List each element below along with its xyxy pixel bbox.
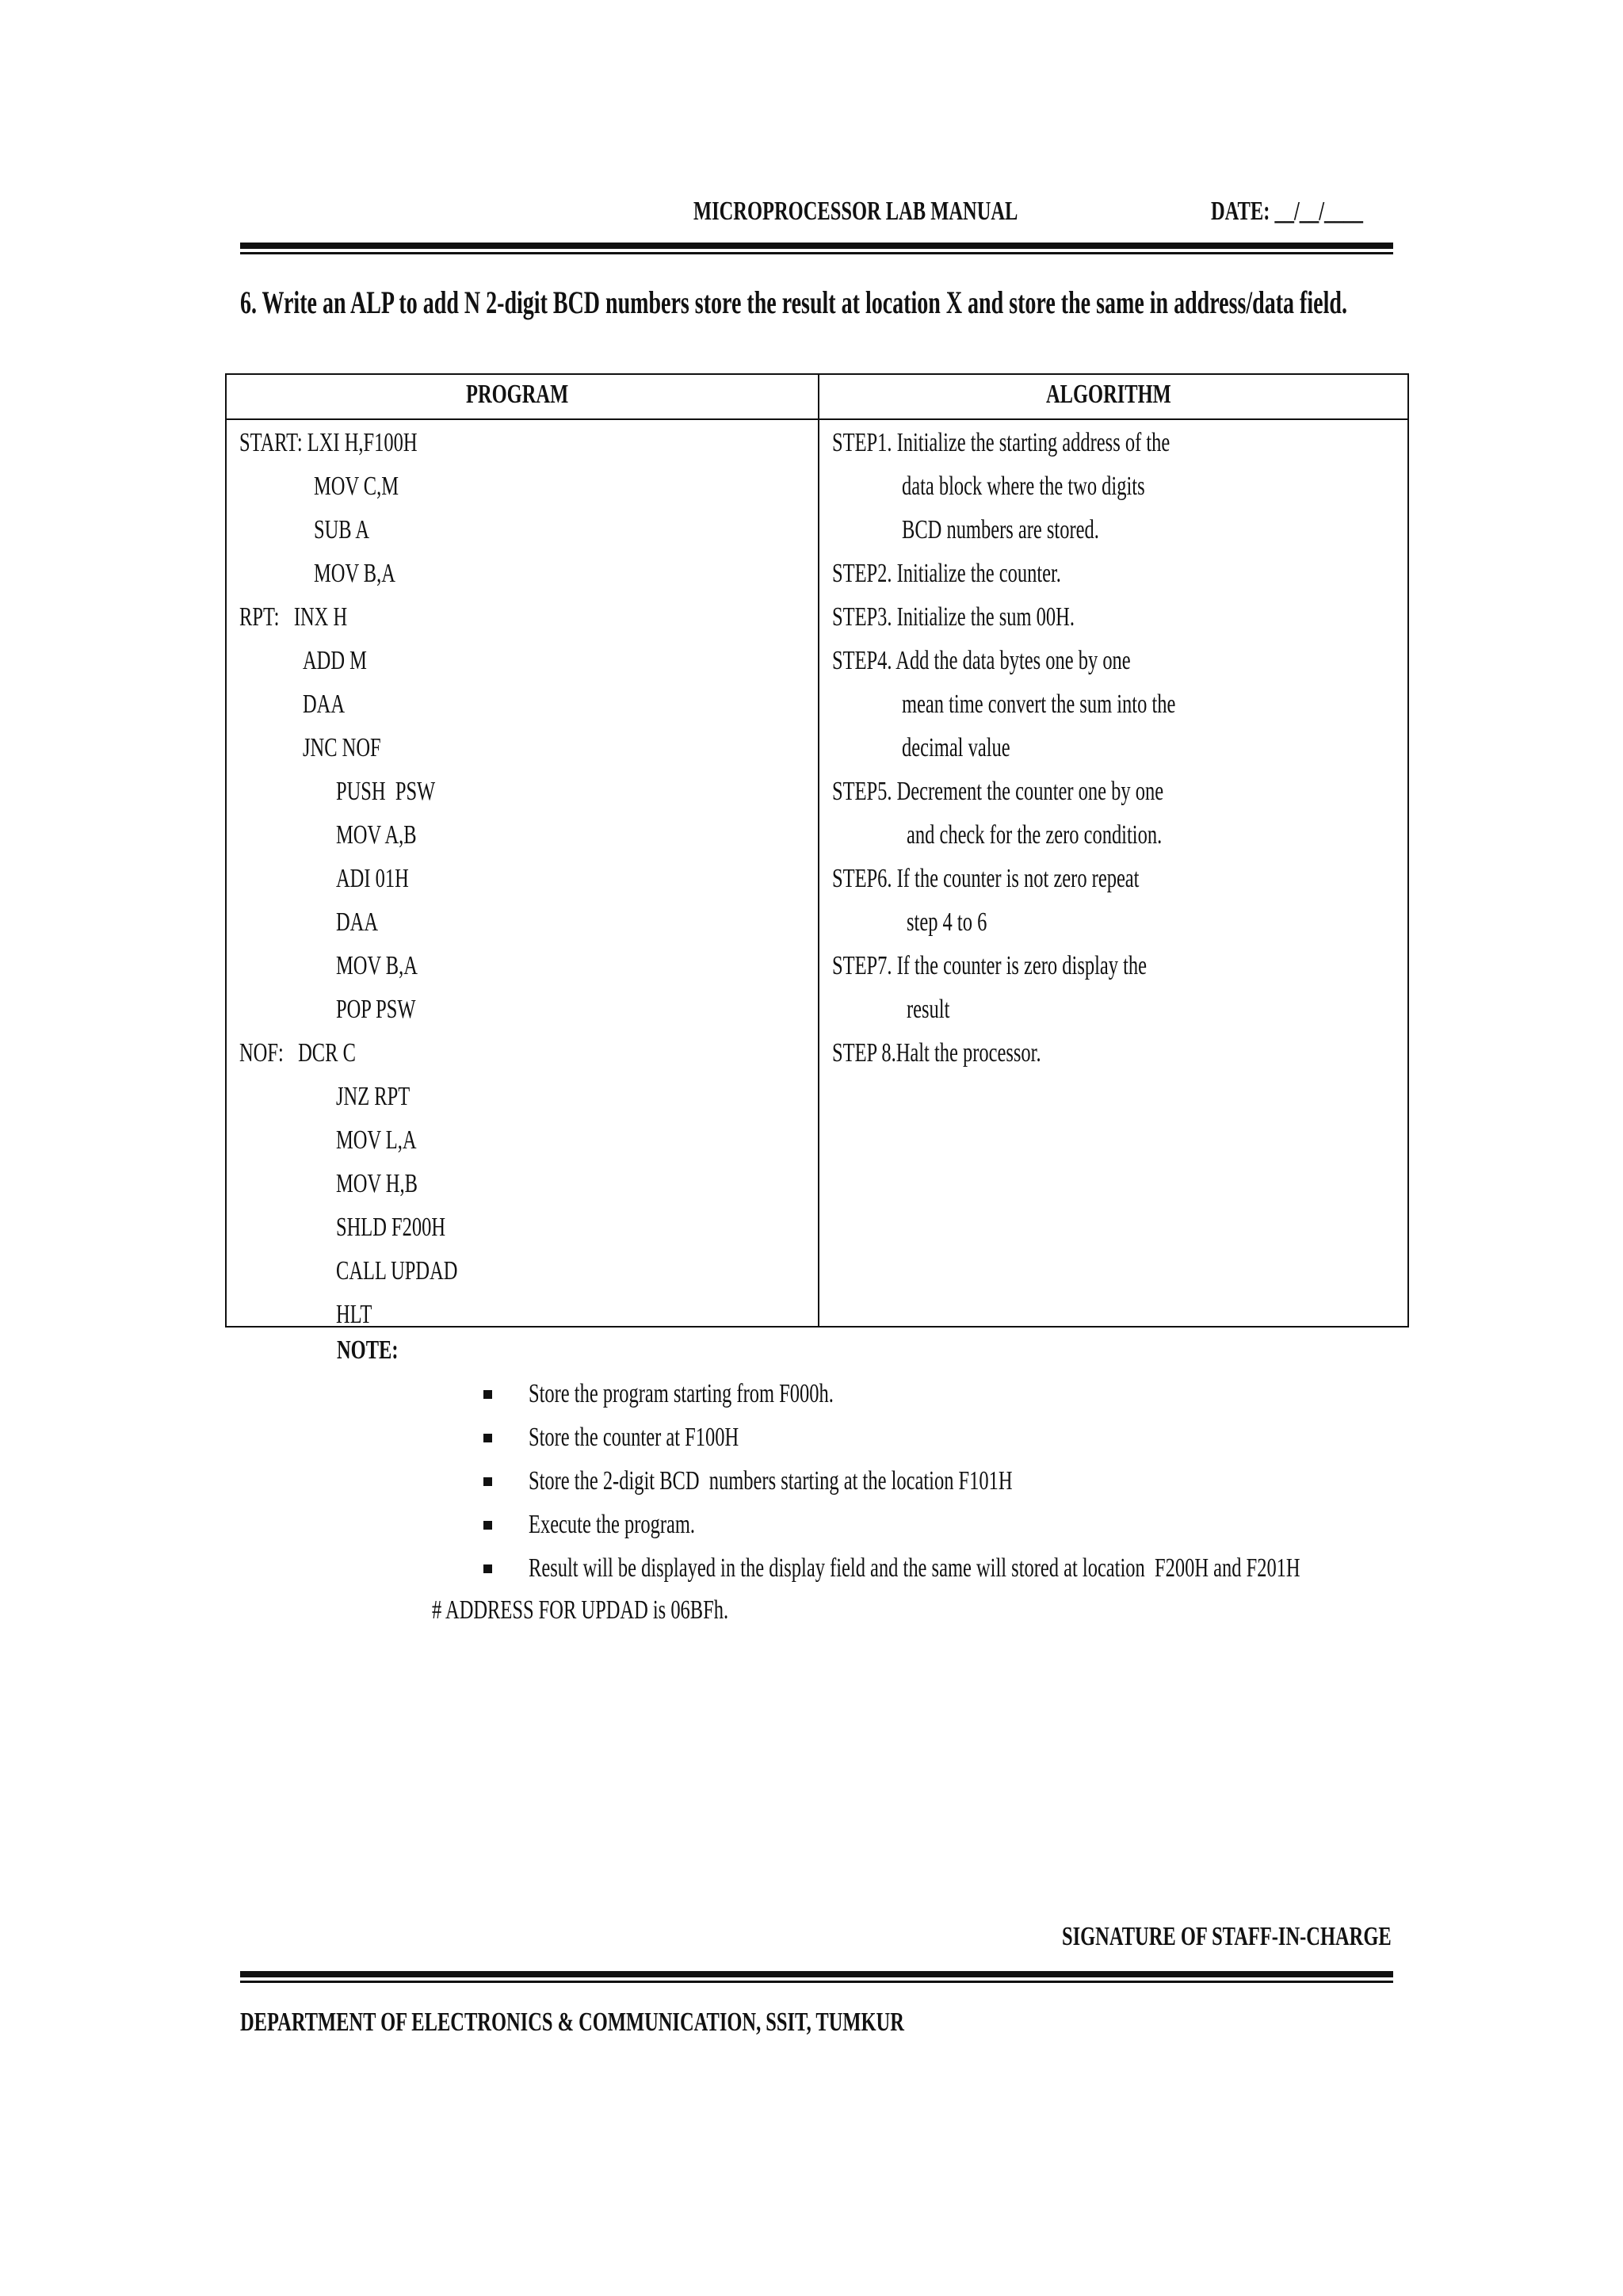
program-line: JNC NOF [303,733,381,762]
header-rule-thin [240,252,1393,254]
program-line: ADD M [303,646,367,675]
header-date: DATE: __/__/____ [1211,197,1363,226]
algorithm-line: BCD numbers are stored. [902,515,1099,544]
program-line: MOV L,A [336,1125,417,1155]
algorithm-line: STEP7. If the counter is zero display the [832,951,1148,980]
algorithm-line: STEP1. Initialize the starting address of the [832,428,1170,457]
address-note: # ADDRESS FOR UPDAD is 06BFh. [432,1595,729,1625]
program-line: MOV H,B [336,1169,418,1198]
program-line: SHLD F200H [336,1213,446,1242]
bullet-icon [483,1390,492,1399]
program-line: CALL UPDAD [336,1256,458,1286]
program-column-header: PROGRAM [466,380,569,409]
header-rule-thick [240,243,1393,249]
algorithm-line: step 4 to 6 [907,907,987,937]
algorithm-line: STEP6. If the counter is not zero repeat [832,864,1140,893]
program-line: MOV C,M [314,472,399,501]
program-line: RPT: INX H [239,602,348,632]
note-item: Store the program starting from F000h. [529,1379,834,1408]
header-divider [227,418,1407,420]
program-line: JNZ RPT [336,1082,411,1111]
question-heading: 6. Write an ALP to add N 2-digit BCD numbers store the result at location X and store the same in address/data field. [240,285,1347,320]
bullet-icon [483,1477,492,1486]
header-title: MICROPROCESSOR LAB MANUAL [693,197,1018,226]
algorithm-line: decimal value [902,733,1010,762]
footer-rule-thick [240,1971,1393,1977]
program-line: SUB A [314,515,370,544]
algorithm-line: STEP3. Initialize the sum 00H. [832,602,1075,632]
algorithm-line: STEP4. Add the data bytes one by one [832,646,1131,675]
algorithm-line: mean time convert the sum into the [902,690,1176,719]
algorithm-column-header: ALGORITHM [1046,380,1171,409]
program-line: MOV B,A [336,951,418,980]
note-item: Result will be displayed in the display field and the same will stored at location F200H and F201H [529,1553,1300,1583]
note-item: Store the 2-digit BCD numbers starting at the location F101H [529,1466,1013,1496]
algorithm-line: STEP2. Initialize the counter. [832,559,1061,588]
column-divider [818,375,819,1326]
algorithm-line: STEP5. Decrement the counter one by one [832,777,1164,806]
program-line: NOF: DCR C [239,1038,356,1068]
note-label: NOTE: [337,1335,399,1365]
algorithm-line: STEP 8.Halt the processor. [832,1038,1041,1068]
footer-rule-thin [240,1981,1393,1983]
bullet-icon [483,1434,492,1442]
program-line: ADI 01H [336,864,409,893]
program-line: PUSH PSW [336,777,436,806]
footer-department: DEPARTMENT OF ELECTRONICS & COMMUNICATION, SSIT, TUMKUR [240,2008,904,2037]
note-item: Store the counter at F100H [529,1423,739,1452]
program-algorithm-table [225,373,1409,1328]
algorithm-line: data block where the two digits [902,472,1145,501]
program-line: MOV A,B [336,820,417,850]
bullet-icon [483,1521,492,1530]
program-line: DAA [303,690,346,719]
program-line: MOV B,A [314,559,395,588]
algorithm-line: result [907,995,950,1024]
bullet-icon [483,1564,492,1573]
note-item: Execute the program. [529,1510,696,1539]
program-line: HLT [336,1300,372,1329]
signature-label: SIGNATURE OF STAFF-IN-CHARGE [1062,1922,1392,1951]
program-line: DAA [336,907,379,937]
program-line: START: LXI H,F100H [239,428,418,457]
program-line: POP PSW [336,995,416,1024]
algorithm-line: and check for the zero condition. [907,820,1163,850]
